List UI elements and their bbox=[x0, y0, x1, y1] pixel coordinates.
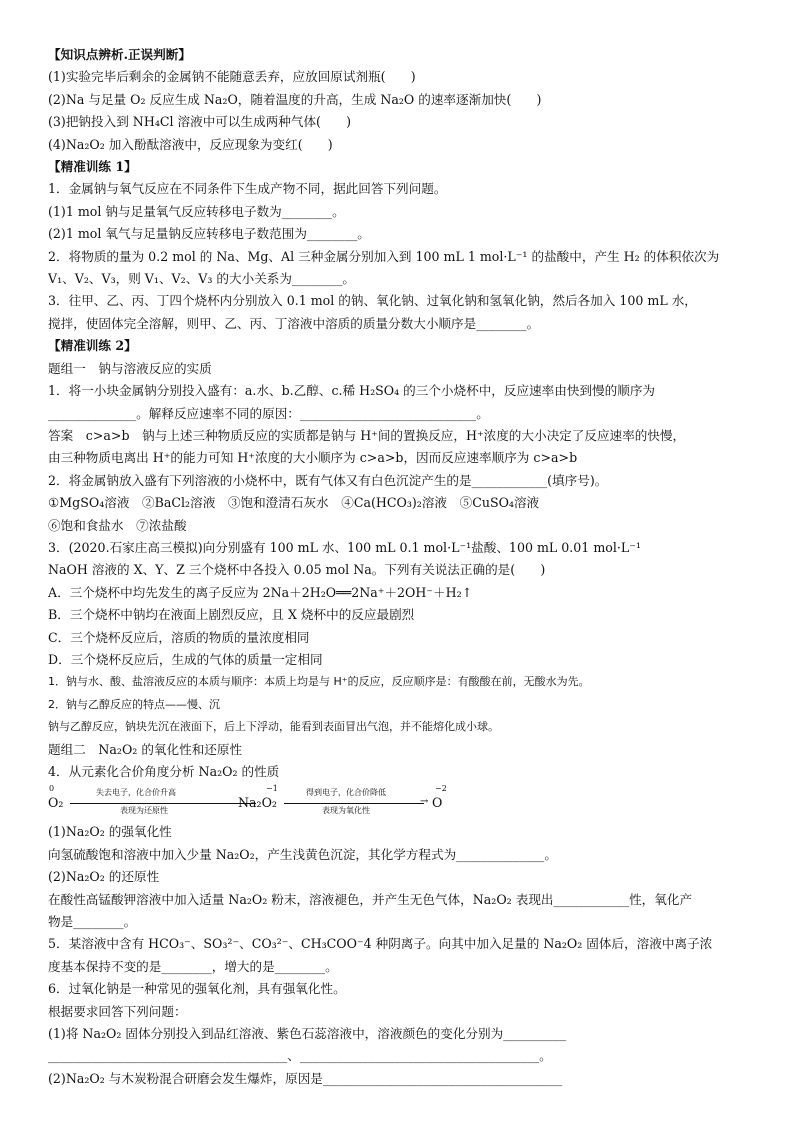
text-line: (1)将 Na₂O₂ 固体分别投入到品红溶液、紫色石蕊溶液中，溶液颜色的变化分别为__________ bbox=[48, 1026, 567, 1042]
text-line: A．三个烧杯中均先发生的离子反应为 2Na＋2H₂O══2Na⁺＋2OH⁻＋H₂↑ bbox=[48, 584, 473, 600]
text-line: (4)Na₂O₂ 加入酚酞溶液中，反应现象为变红( ) bbox=[48, 136, 333, 152]
text-line: 2．将金属钠放入盛有下列溶液的小烧杯中，既有气体又有白色沉淀产生的是____________(填序号)。 bbox=[48, 472, 608, 488]
left-arrow bbox=[70, 803, 256, 804]
text-line: 1．钠与水、酸、盐溶液反应的本质与顺序：本质上均是与 H⁺的反应，反应顺序是：有酸酸在前，无酸水为先。 bbox=[48, 675, 590, 689]
text-line: ______________________________________、______________________________________。 bbox=[48, 1048, 552, 1064]
text-line: 答案 c>a>b 钠与上述三种物质反应的实质都是钠与 H⁺间的置换反应，H⁺浓度的大小决定了反应速率的快慢， bbox=[48, 427, 686, 443]
na2o2-charge: −1 bbox=[266, 784, 278, 794]
o-formula: O bbox=[432, 795, 443, 811]
right-arrow bbox=[284, 803, 424, 804]
text-line: 5．某溶液中含有 HCO₃⁻、SO₃²⁻、CO₃²⁻、CH₃COO⁻4 种阴离子。向其中加入足量的 Na₂O₂ 固体后，溶液中离子浓 bbox=[48, 936, 713, 952]
text-line: 钠与乙醇反应，钠块先沉在液面下，后上下浮动，能看到表面冒出气泡，并不能熔化成小球。 bbox=[48, 720, 499, 734]
text-line: (2)1 mol 氧气与足量钠反应转移电子数范围为________。 bbox=[48, 226, 370, 242]
valence-scheme bbox=[48, 783, 760, 821]
left-arrow-top-label: 失去电子，化合价升高 bbox=[96, 788, 176, 798]
text-line: 度基本保持不变的是________，增大的是________。 bbox=[48, 958, 338, 974]
text-line: (1)1 mol 钠与足量氧气反应转移电子数为________。 bbox=[48, 203, 345, 219]
text-line: 在酸性高锰酸钾溶液中加入适量 Na₂O₂ 粉末，溶液褪色，并产生无色气体，Na₂O₂ 表现出____________性，氧化产 bbox=[48, 891, 693, 907]
text-line: 1．金属钠与氧气反应在不同条件下生成产物不同，据此回答下列问题。 bbox=[48, 181, 447, 197]
text-line: 3．往甲、乙、丙、丁四个烧杯内分别放入 0.1 mol 的钠、氧化钠、过氧化钠和氢氧化钠，然后各加入 100 mL 水， bbox=[48, 293, 697, 309]
document-page bbox=[48, 44, 760, 1090]
text-line: V₁、V₂、V₃，则 V₁、V₂、V₃ 的大小关系为________。 bbox=[48, 271, 355, 287]
text-line: 【知识点辨析.正误判断】 bbox=[48, 47, 191, 62]
text-line: 4．从元素化合价角度分析 Na₂O₂ 的性质 bbox=[48, 764, 280, 779]
text-line: C．三个烧杯反应后，溶质的物质的量浓度相同 bbox=[48, 629, 310, 645]
text-line: ______________。解释反应速率不同的原因：____________________________。 bbox=[48, 405, 489, 421]
text-line: (2)Na₂O₂ 与木炭粉混合研磨会发生爆炸，原因是______________________________________ bbox=[48, 1070, 563, 1086]
text-line: 【精准训练 2】 bbox=[48, 338, 137, 354]
o-charge: −2 bbox=[435, 784, 447, 794]
text-line: 根据要求回答下列问题： bbox=[48, 1003, 187, 1019]
text-line: (3)把钠投入到 NH₄Cl 溶液中可以生成两种气体( ) bbox=[48, 114, 352, 130]
text-line: 由三种物质电离出 H⁺的能力可知 H⁺浓度的大小顺序为 c>a>b，因而反应速率顺序为 c>a>b bbox=[48, 450, 578, 466]
text-line: (2)Na₂O₂ 的还原性 bbox=[48, 869, 160, 885]
text-line: NaOH 溶液的 X、Y、Z 三个烧杯中各投入 0.05 mol Na。下列有关说法正确的是( ) bbox=[48, 562, 546, 578]
text-line: 2．钠与乙醇反应的特点——慢、沉 bbox=[48, 697, 220, 711]
text-line: ⑥饱和食盐水 ⑦浓盐酸 bbox=[48, 517, 187, 533]
text-line: 【精准训练 1】 bbox=[48, 159, 137, 175]
text-line: 向氢硫酸饱和溶液中加入少量 Na₂O₂，产生浅黄色沉淀，其化学方程式为______________。 bbox=[48, 846, 557, 862]
text-line: (1)实验完毕后剩余的金属钠不能随意丢弃，应放回原试剂瓶( ) bbox=[48, 69, 416, 85]
text-line: 6．过氧化钠是一种常见的强氧化剂，具有强氧化性。 bbox=[48, 981, 346, 997]
o2-formula: O₂ bbox=[48, 795, 64, 811]
right-arrow-head: → bbox=[420, 796, 429, 808]
text-line: 搅拌，使固体完全溶解，则甲、乙、丙、丁溶液中溶质的质量分数大小顺序是________。 bbox=[48, 315, 540, 331]
right-arrow-bottom-label: 表现为氧化性 bbox=[322, 806, 370, 816]
na2o2-formula: Na₂O₂ bbox=[238, 795, 277, 811]
document-body-part2 bbox=[48, 821, 760, 1090]
text-line: D．三个烧杯反应后，生成的气体的质量一定相同 bbox=[48, 651, 323, 667]
text-line: (2)Na 与足量 O₂ 反应生成 Na₂O，随着温度的升高，生成 Na₂O 的速率逐渐加快( ) bbox=[48, 91, 542, 107]
text-line: 物是________。 bbox=[48, 914, 137, 930]
text-line: 2．将物质的量为 0.2 mol 的 Na、Mg、Al 三种金属分别加入到 100 mL 1 mol·L⁻¹ 的盐酸中，产生 H₂ 的体积依次为 bbox=[48, 248, 720, 264]
o2-charge: 0 bbox=[49, 784, 55, 794]
text-line: (1)Na₂O₂ 的强氧化性 bbox=[48, 824, 172, 840]
text-line: ①MgSO₄溶液 ②BaCl₂溶液 ③饱和澄清石灰水 ④Ca(HCO₃)₂溶液 ⑤CuSO₄溶液 bbox=[48, 495, 540, 511]
text-line: 1．将一小块金属钠分别投入盛有：a.水、b.乙醇、c.稀 H₂SO₄ 的三个小烧杯中，反应速率由快到慢的顺序为 bbox=[48, 383, 656, 399]
text-line: B．三个烧杯中钠均在液面上剧烈反应，且 X 烧杯中的反应最剧烈 bbox=[48, 607, 415, 623]
text-line: 3．(2020.石家庄高三模拟)向分别盛有 100 mL 水、100 mL 0.1 mol·L⁻¹盐酸、100 mL 0.01 mol·L⁻¹ bbox=[48, 539, 641, 555]
left-arrow-bottom-label: 表现为还原性 bbox=[120, 806, 168, 816]
document-body-part1 bbox=[48, 44, 760, 783]
text-line: 题组一 钠与溶液反应的实质 bbox=[48, 360, 212, 376]
right-arrow-top-label: 得到电子，化合价降低 bbox=[306, 788, 386, 798]
text-line: 题组二 Na₂O₂ 的氧化性和还原性 bbox=[48, 741, 243, 757]
